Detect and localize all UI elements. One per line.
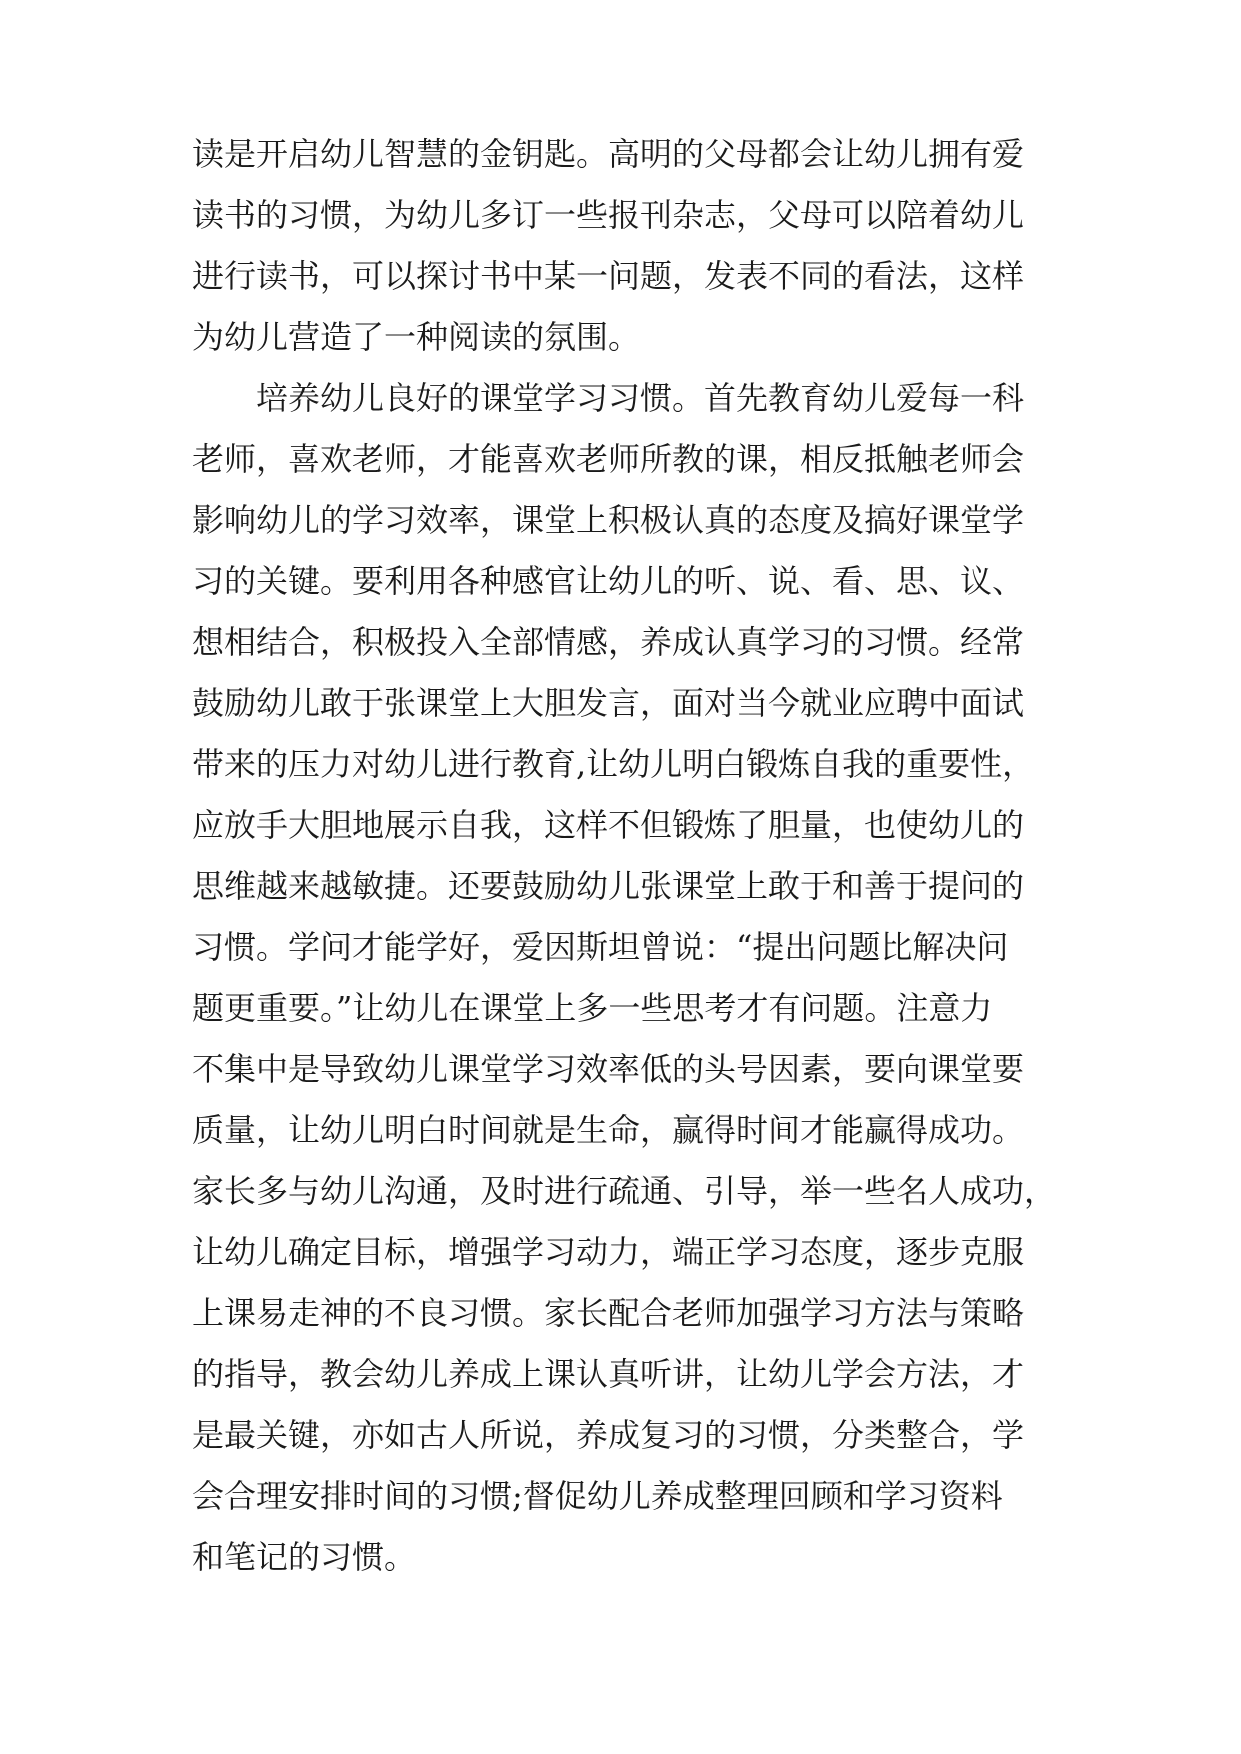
text-line: 家长多与幼儿沟通，及时进行疏通、引导，举一些名人成功， bbox=[192, 1172, 1057, 1210]
text-line: 想相结合，积极投入全部情感，养成认真学习的习惯。经常 bbox=[192, 623, 1025, 661]
text-line: 习惯。学问才能学好，爱因斯坦曾说：“提出问题比解决问 bbox=[192, 928, 1009, 966]
text-line: 习的关键。要利用各种感官让幼儿的听、说、看、思、议、 bbox=[192, 562, 1025, 600]
text-line: 老师，喜欢老师，才能喜欢老师所教的课，相反抵触老师会 bbox=[192, 440, 1025, 478]
text-line: 培养幼儿良好的课堂学习习惯。首先教育幼儿爱每一科 bbox=[256, 379, 1025, 417]
text-line: 的指导，教会幼儿养成上课认真听讲，让幼儿学会方法，才 bbox=[192, 1355, 1025, 1393]
text-line: 上课易走神的不良习惯。家长配合老师加强学习方法与策略 bbox=[192, 1294, 1025, 1332]
text-line: 思维越来越敏捷。还要鼓励幼儿张课堂上敢于和善于提问的 bbox=[192, 867, 1025, 905]
text-line: 读是开启幼儿智慧的金钥匙。高明的父母都会让幼儿拥有爱 bbox=[192, 135, 1025, 173]
text-line: 题更重要。”让幼儿在课堂上多一些思考才有问题。注意力 bbox=[192, 989, 993, 1027]
text-line: 会合理安排时间的习惯;督促幼儿养成整理回顾和学习资料 bbox=[192, 1477, 1003, 1515]
text-line: 让幼儿确定目标，增强学习动力，端正学习态度，逐步克服 bbox=[192, 1233, 1025, 1271]
text-line: 为幼儿营造了一种阅读的氛围。 bbox=[192, 318, 641, 356]
text-line: 和笔记的习惯。 bbox=[192, 1538, 417, 1576]
text-line: 不集中是导致幼儿课堂学习效率低的头号因素，要向课堂要 bbox=[192, 1050, 1025, 1088]
document-body bbox=[192, 124, 1072, 1588]
text-line: 带来的压力对幼儿进行教育,让幼儿明白锻炼自我的重要性， bbox=[192, 745, 1035, 783]
paragraph bbox=[192, 124, 1072, 368]
text-line: 影响幼儿的学习效率，课堂上积极认真的态度及搞好课堂学 bbox=[192, 501, 1025, 539]
text-line: 进行读书，可以探讨书中某一问题，发表不同的看法，这样 bbox=[192, 257, 1025, 295]
text-line: 是最关键，亦如古人所说，养成复习的习惯，分类整合，学 bbox=[192, 1416, 1025, 1454]
paragraph bbox=[192, 368, 1072, 1588]
text-line: 鼓励幼儿敢于张课堂上大胆发言，面对当今就业应聘中面试 bbox=[192, 684, 1025, 722]
text-line: 质量，让幼儿明白时间就是生命，赢得时间才能赢得成功。 bbox=[192, 1111, 1025, 1149]
text-line: 应放手大胆地展示自我，这样不但锻炼了胆量，也使幼儿的 bbox=[192, 806, 1025, 844]
text-line: 读书的习惯，为幼儿多订一些报刊杂志，父母可以陪着幼儿 bbox=[192, 196, 1025, 234]
